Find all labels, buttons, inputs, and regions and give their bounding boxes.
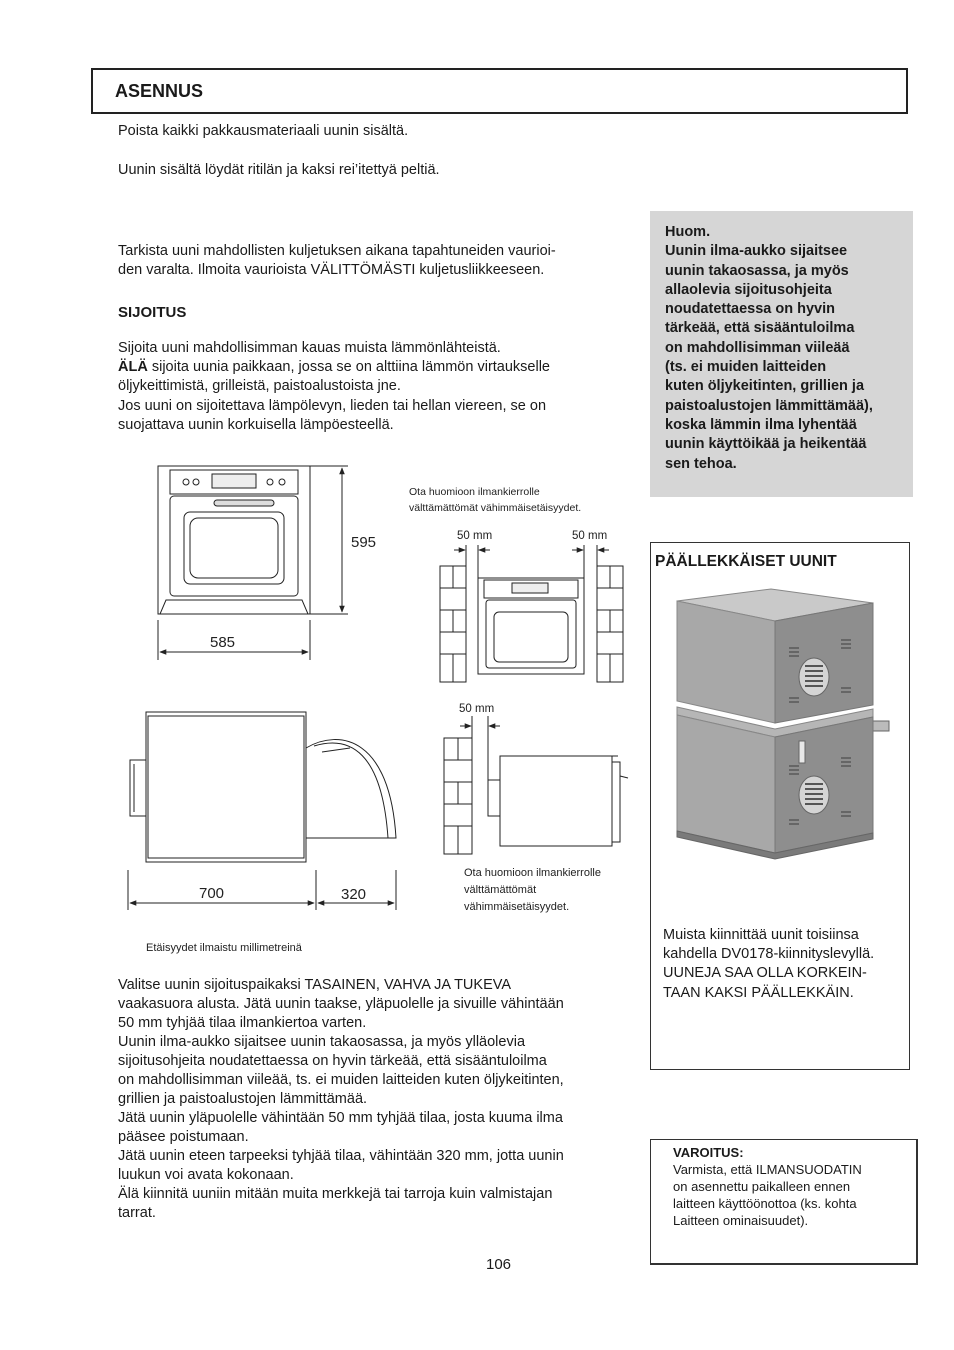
body-line: vaakasuora alusta. Jätä uunin taakse, yläpuolelle ja sivuille vähintään bbox=[118, 996, 564, 1012]
check-line-2: den varalta. Ilmoita vaurioista VÄLITTÖMÄSTI kuljetusliikkeeseen. bbox=[118, 262, 545, 278]
warning-line: Varmista, että ILMANSUODATIN bbox=[673, 1162, 862, 1177]
placement-instructions bbox=[118, 976, 638, 1223]
note-title: Huom. bbox=[665, 224, 711, 240]
dim-595-label: 595 bbox=[351, 534, 377, 551]
body-line: Jätä uunin yläpuolelle vähintään 50 mm tyhjää tilaa, josta kuuma ilma bbox=[118, 1110, 563, 1126]
dim-50-side-label: 50 mm bbox=[459, 703, 495, 715]
note-line: (ts. ei muiden laitteiden bbox=[665, 359, 827, 376]
placement-line-1: Sijoita uuni mahdollisimman kauas muista lämmönlähteistä. bbox=[118, 340, 501, 356]
note-line: noudatettaessa on hyvin bbox=[665, 301, 836, 318]
placement-line-4: Jos uuni on sijoitettava lämpölevyn, lieden tai hellan viereen, se on bbox=[118, 398, 547, 414]
note-line: Uunin ilma-aukko sijaitsee bbox=[665, 243, 848, 260]
placement-line-3: öljykeittimistä, grilleistä, paistoalustoista jne. bbox=[118, 378, 401, 394]
page-title: ASENNUS bbox=[115, 81, 204, 101]
note-line: allaolevia sijoitusohjeita bbox=[665, 281, 832, 298]
page-number: 106 bbox=[486, 1256, 512, 1273]
stacked-line-3: UUNEJA SAA OLLA KORKEIN- bbox=[663, 965, 867, 981]
placement-warning-word: ÄLÄ bbox=[118, 359, 148, 375]
placement-line-2-rest: sijoita uunia paikkaan, jossa se on alttiina lämmön virtaukselle bbox=[147, 359, 550, 375]
warning-title: VAROITUS: bbox=[673, 1145, 744, 1160]
body-line: Uunin ilma-aukko sijaitsee uunin takaosassa, ja myös ylläolevia bbox=[118, 1034, 526, 1050]
stacked-heading: PÄÄLLEKKÄISET UUNIT bbox=[655, 553, 837, 570]
warning-line: laitteen käyttöönottoa (ks. kohta bbox=[673, 1196, 857, 1211]
placement-line-5: suojattava uunin korkuisella lämpöesteellä. bbox=[118, 417, 394, 433]
body-line: luukun voi avata kokonaan. bbox=[118, 1167, 294, 1183]
dim-50-left-label: 50 mm bbox=[457, 530, 493, 542]
front-view-oven bbox=[158, 466, 310, 614]
caption-side-1: Ota huomioon ilmankierrolle bbox=[464, 867, 601, 879]
placement-heading: SIJOITUS bbox=[118, 304, 187, 321]
dim-700-label: 700 bbox=[199, 885, 225, 902]
intro-line-1: Poista kaikki pakkausmateriaali uunin sisältä. bbox=[118, 123, 409, 139]
body-line: grillien ja paistoalustojen lämmittämää. bbox=[118, 1091, 368, 1107]
body-line: tarrat. bbox=[118, 1205, 156, 1221]
body-line: pääsee poistumaan. bbox=[118, 1129, 249, 1145]
warning-line: on asennettu paikalleen ennen bbox=[673, 1179, 851, 1194]
body-line: Valitse uunin sijoituspaikaksi TASAINEN, VAHVA JA TUKEVA bbox=[118, 977, 512, 993]
caption-clearance-1: Ota huomioon ilmankierrolle bbox=[409, 486, 540, 498]
stacked-ovens-illustration bbox=[671, 581, 897, 877]
note-line: koska lämmin ilma lyhentää bbox=[665, 416, 857, 433]
body-line: 50 mm tyhjää tilaa ilmankiertoa varten. bbox=[118, 1015, 367, 1031]
dim-50-right-label: 50 mm bbox=[572, 530, 608, 542]
units-note: Etäisyydet ilmaistu millimetreinä bbox=[146, 942, 302, 954]
note-line: sen tehoa. bbox=[665, 455, 737, 472]
stacked-line-4: TAAN KAKSI PÄÄLLEKKÄIN. bbox=[663, 985, 854, 1001]
warning-line: Laitteen ominaisuudet). bbox=[673, 1213, 809, 1228]
body-line: Älä kiinnitä uuniin mitään muita merkkejä tai tarroja kuin valmistajan bbox=[118, 1186, 553, 1202]
note-line: on mahdollisimman viileää bbox=[665, 339, 850, 356]
dim-585-label: 585 bbox=[210, 634, 236, 651]
caption-clearance-2: välttämättömät vähimmäisetäisyydet. bbox=[409, 502, 582, 514]
niche-front-diagram bbox=[440, 545, 623, 682]
body-line: sijoitusohjeita noudatettaessa on hyvin tärkeää, että sisääntuloilma bbox=[118, 1053, 547, 1069]
note-line: tärkeää, että sisääntuloilma bbox=[665, 320, 855, 337]
stacked-line-2: kahdella DV0178-kiinnityslevyllä. bbox=[663, 946, 875, 962]
warning-box bbox=[650, 1139, 918, 1265]
dimension-595 bbox=[305, 466, 348, 614]
stacked-ovens-box bbox=[650, 542, 910, 1070]
note-line: paistoalustojen lämmittämää), bbox=[665, 397, 873, 414]
body-line: Jätä uunin eteen tarpeeksi tyhjää tilaa, vähintään 320 mm, jotta uunin bbox=[118, 1148, 564, 1164]
caption-side-3: vähimmäisetäisyydet. bbox=[464, 901, 570, 913]
caption-side-2: välttämättömät bbox=[464, 884, 537, 896]
body-line: on mahdollisimman viileää, ts. ei muiden laitteiden kuten öljykeitinten, bbox=[118, 1072, 564, 1088]
stacked-line-1: Muista kiinnittää uunit toisiinsa bbox=[663, 927, 859, 943]
intro-line-2: Uunin sisältä löydät ritilän ja kaksi rei’itettyä peltiä. bbox=[118, 162, 440, 178]
dim-320-label: 320 bbox=[341, 886, 367, 903]
side-view-oven bbox=[130, 712, 396, 862]
check-line-1: Tarkista uuni mahdollisten kuljetuksen aikana tapahtuneiden vaurioi- bbox=[118, 243, 556, 259]
note-line: uunin takaosassa, ja myös bbox=[665, 262, 849, 279]
note-line: kuten öljykeitinten, grillien ja bbox=[665, 378, 865, 395]
note-line: uunin käyttöikää ja heikentää bbox=[665, 436, 867, 453]
niche-side-diagram bbox=[444, 716, 628, 854]
